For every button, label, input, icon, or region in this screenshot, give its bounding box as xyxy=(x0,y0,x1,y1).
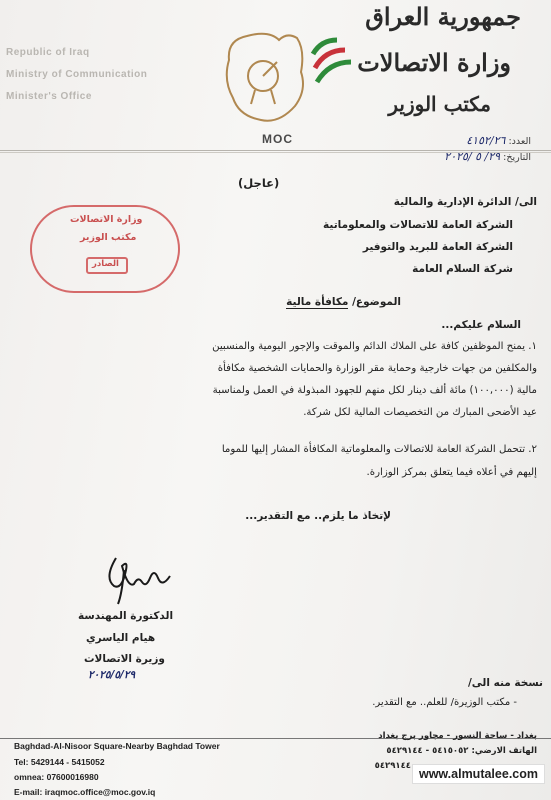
reference-number-label: العدد: xyxy=(508,136,531,147)
recipient-line xyxy=(394,196,537,208)
signatory-title: الدكتورة المهندسة xyxy=(78,610,174,622)
header-en-line: Ministry of Communication xyxy=(6,69,148,80)
footer-ar-phone-label: الهاتف الارضي: xyxy=(471,746,537,756)
signatory-position: وزيرة الاتصالات xyxy=(84,653,165,665)
paragraph-line: مالية (١٠٠,٠٠٠) مائة ألف دينار لكل منهم للجهود المبذولة في العمل ولمناسبة xyxy=(212,385,537,396)
copy-to-item xyxy=(372,697,517,708)
footer-address: Baghdad-Al-Nisoor Square-Nearby Baghdad Tower xyxy=(14,741,220,751)
recipient: الشركة العامة للبريد والتوفير xyxy=(362,241,513,253)
copy-to-text: مكتب الوزيرة/ للعلم.. مع التقدير. xyxy=(372,697,511,708)
logo-text: MOC xyxy=(262,132,293,146)
header-en-line: Republic of Iraq xyxy=(6,47,90,58)
signatory-date: ٢٠٢٥/٥/٢٩ xyxy=(88,669,136,681)
header-en-line: Minister's Office xyxy=(6,91,92,102)
footer-tel: Tel: 5429144 - 5415052 xyxy=(14,757,105,767)
reference-number xyxy=(466,134,531,147)
subject-text: مكافأة مالية xyxy=(286,296,349,308)
header-ar-office: مكتب الوزير xyxy=(388,92,491,116)
stamp-line: مكتب الوزير xyxy=(80,232,137,243)
header-english xyxy=(6,42,147,108)
footer-ar-phone xyxy=(386,746,537,756)
recipient: الدائرة الإدارية والمالية xyxy=(393,196,512,208)
urgent-label: (عاجل) xyxy=(238,176,280,190)
signatory-name: هيام الياسري xyxy=(86,632,156,644)
reference-date xyxy=(444,150,531,163)
reference-number-value: ٤١٥٢/٢٦ xyxy=(466,134,506,147)
recipient: الشركة العامة للاتصالات والمعلوماتية xyxy=(323,219,513,231)
recipients-prefix: الى/ xyxy=(515,196,537,208)
header-ar-ministry: وزارة الاتصالات xyxy=(357,48,511,77)
reference-date-label: التاريخ: xyxy=(503,152,531,163)
ministry-logo xyxy=(217,20,357,140)
greeting: السلام عليكم... xyxy=(441,319,521,331)
paragraph-line: إليهم في أعلاه فيما يتعلق بمركز الوزارة. xyxy=(366,467,537,478)
signature xyxy=(98,548,178,608)
footer-ar-phone-value: ٥٤١٥٠٥٢ - ٥٤٢٩١٤٤ xyxy=(386,746,469,756)
paragraph-line: ١. يمنح الموظفين كافة على الملاك الدائم والموقت والإجور اليومية والمنسبين xyxy=(212,341,537,352)
recipient: شركة السلام العامة xyxy=(412,263,513,275)
stamp-line: وزارة الاتصالات xyxy=(70,214,143,225)
footer-ar-address: بغداد - ساحة النسور - مجاور برج بغداد xyxy=(378,731,537,741)
footer-omnea: omnea: 07600016980 xyxy=(14,772,99,782)
paragraph-line: عيد الأضحى المبارك من التخصيصات المالية لكل شركة. xyxy=(303,407,537,418)
footer-email: E-mail: iraqmoc.office@moc.gov.iq xyxy=(14,787,156,797)
closing: لإتخاذ ما يلزم.. مع التقدير... xyxy=(245,510,391,522)
copy-to-dash: - xyxy=(510,697,517,708)
paragraph-line: والمكلفين من جهات خارجية وحماية مقر الوزارة والحمايات الشخصية مكافأة xyxy=(217,363,537,374)
reference-date-value: ٢٩/ ٥ /٢٠٢٥ xyxy=(444,150,501,163)
paragraph-line: ٢. تتحمل الشركة العامة للاتصالات والمعلوماتية المكافأة المشار إليها للموما xyxy=(221,444,537,455)
subject-line xyxy=(286,296,401,308)
footer-ar-phone2: ٥٤٢٩١٤٤ xyxy=(374,761,411,771)
stamp-label: الصادر xyxy=(92,259,119,269)
copy-to-label: نسخة منه الى/ xyxy=(467,677,543,689)
subject-label: الموضوع/ xyxy=(352,296,401,308)
watermark: www.almutalee.com xyxy=(412,764,545,784)
header-ar-republic: جمهورية العراق xyxy=(365,2,521,31)
